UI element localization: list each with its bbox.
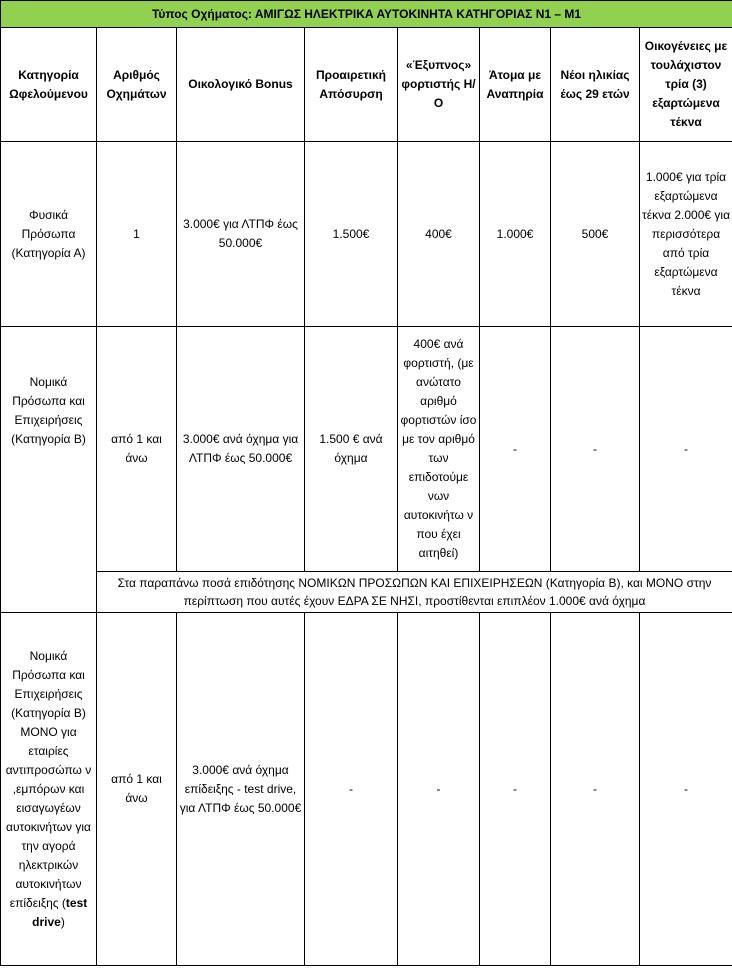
row-young: - — [551, 613, 640, 966]
row-disability: - — [480, 327, 551, 572]
row-young: - — [551, 327, 640, 572]
note-row — [1, 572, 732, 613]
row-charger: - — [398, 613, 480, 966]
table-row — [1, 613, 732, 966]
header-young: Νέοι ηλικίας έως 29 ετών — [551, 28, 640, 142]
row-disability: 1.000€ — [480, 142, 551, 327]
row-families: 1.000€ για τρία εξαρτώμενα τέκνα 2.000€ για περισσότερα από τρία εξαρτώμενα τέκνα — [640, 142, 732, 327]
header-vehicles: Αριθμός Οχημάτων — [97, 28, 177, 142]
header-charger: «Έξυπνος» φορτιστής Η/Ο — [398, 28, 480, 142]
row-category-text: Νομικά Πρόσωπα και Επιχειρήσεις (Κατηγορία Β) ΜΟΝΟ για εταιρίες αντιπροσώπω ν ,εμπόρων και εισαγωγέων αυτοκινήτων για την αγορά ηλεκτρικών αυτοκινήτων επίδειξης ( — [5, 648, 92, 910]
row-charger: 400€ — [398, 142, 480, 327]
row-category — [1, 613, 97, 966]
row-families: - — [640, 613, 732, 966]
row-scrappage: - — [305, 613, 398, 966]
row-category-bold: test drive — [32, 895, 88, 929]
row-families: - — [640, 327, 732, 572]
row-young: 500€ — [551, 142, 640, 327]
table-title: Τύπος Οχήματος: ΑΜΙΓΩΣ ΗΛΕΚΤΡΙΚΑ ΑΥΤΟΚΙΝΗΤΑ ΚΑΤΗΓΟΡΙΑΣ Ν1 – Μ1 — [1, 1, 732, 28]
row-category: Νομικά Πρόσωπα και Επιχειρήσεις (Κατηγορία Β) — [1, 327, 97, 613]
table-row — [1, 327, 732, 572]
row-disability: - — [480, 613, 551, 966]
header-bonus: Οικολογικό Bonus — [177, 28, 305, 142]
row-category-suffix: ) — [60, 914, 65, 929]
row-vehicles: από 1 και άνω — [97, 327, 177, 572]
row-bonus: 3.000€ για ΛΤΠΦ έως 50.000€ — [177, 142, 305, 327]
header-disability: Άτομα με Αναπηρία — [480, 28, 551, 142]
header-row — [1, 28, 732, 142]
header-families: Οικογένειες με τουλάχιστον τρία (3) εξαρτώμενα τέκνα — [640, 28, 732, 142]
row-scrappage: 1.500 € ανά όχημα — [305, 327, 398, 572]
row-bonus: 3.000€ ανά όχημα για ΛΤΠΦ έως 50.000€ — [177, 327, 305, 572]
row-vehicles: 1 — [97, 142, 177, 327]
row-category: Φυσικά Πρόσωπα (Κατηγορία Α) — [1, 142, 97, 327]
header-scrappage: Προαιρετική Απόσυρση — [305, 28, 398, 142]
header-category: Κατηγορία Ωφελούμενου — [1, 28, 97, 142]
row-scrappage: 1.500€ — [305, 142, 398, 327]
row-bonus: 3.000€ ανά όχημα επίδειξης - test drive, για ΛΤΠΦ έως 50.000€ — [177, 613, 305, 966]
island-note: Στα παραπάνω ποσά επιδότησης ΝΟΜΙΚΩΝ ΠΡΟΣΩΠΩΝ ΚΑΙ ΕΠΙΧΕΙΡΗΣΕΩΝ (Κατηγορία Β), και ΜΟΝΟ στην περίπτωση που αυτές έχουν ΕΔΡΑ ΣΕ ΝΗΣΙ, προστίθενται επιπλέον 1.000€ ανά όχημα — [97, 572, 732, 613]
row-vehicles: από 1 και άνω — [97, 613, 177, 966]
table-row — [1, 142, 732, 327]
row-charger: 400€ ανά φορτιστή, (με ανώτατο αριθμό φορτιστών ίσο με τον αριθμό των επιδοτούμε νων αυτοκινήτω ν που έχει αιτηθεί) — [398, 327, 480, 572]
